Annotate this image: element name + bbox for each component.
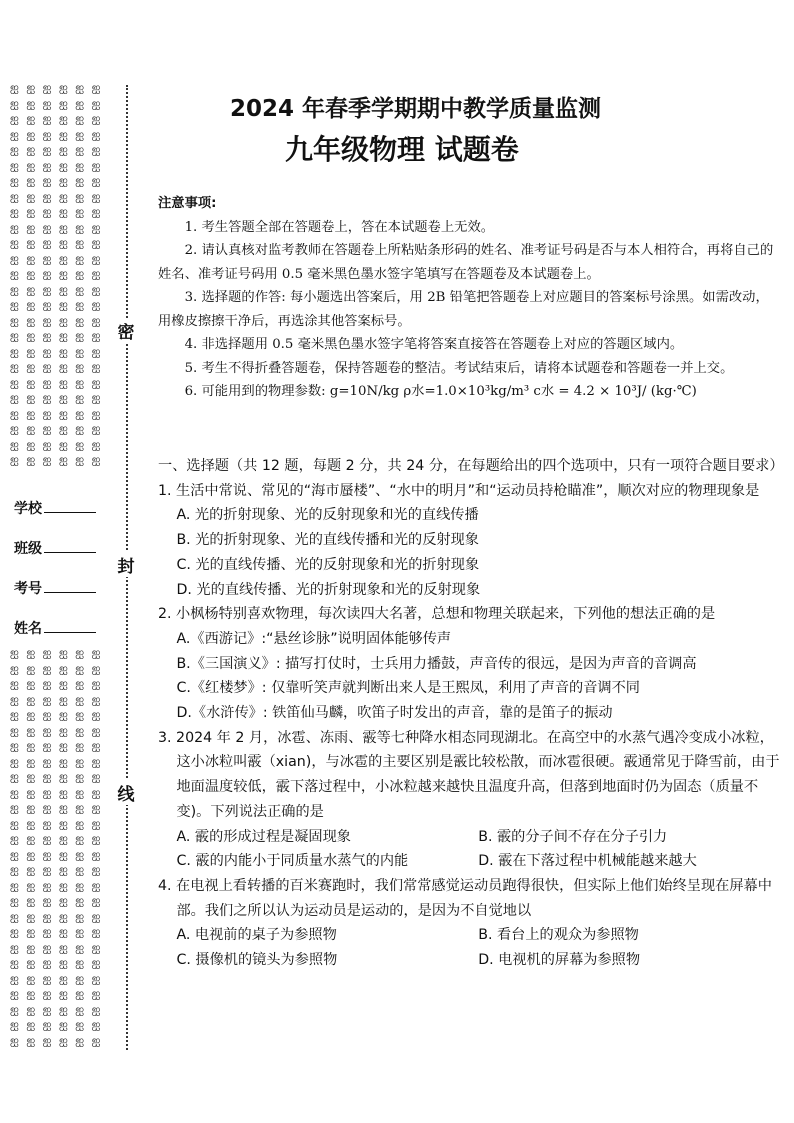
notice-item: 4. 非选择题用 0.5 毫米黑色墨水签字笔将答案直接答在答题卷上对应的答题区域内。 bbox=[184, 337, 684, 352]
section-heading: 一、选择题（共 12 题，每题 2 分，共 24 分，在每题给出的四个选项中，只有一项符合题目要求） bbox=[158, 458, 784, 474]
question-option: A. 霰的形成过程是凝固现象 bbox=[176, 828, 351, 845]
section-choice bbox=[158, 454, 784, 973]
notice-item: 1. 考生答题全部在答题卷上，答在本试题卷上无效。 bbox=[184, 219, 495, 235]
field-class-blank[interactable] bbox=[44, 540, 96, 553]
field-name bbox=[14, 618, 96, 638]
question-option: C. 摄像机的镜头为参照物 bbox=[176, 952, 338, 969]
field-school-blank[interactable] bbox=[44, 500, 96, 513]
field-class bbox=[14, 538, 96, 558]
question-option: B. 霰的分子间不存在分子引力 bbox=[478, 828, 668, 845]
notice-item: 5. 考生不得折叠答题卷，保持答题卷的整洁。考试结束后，请将本试题卷和答题卷一并上交。 bbox=[184, 360, 734, 376]
notice-block bbox=[158, 192, 778, 404]
question-stem: 3. 2024 年 2 月，冰雹、冻雨、霰等七种降水相态同现湖北。在高空中的水蒸气遇冷变成小冰粒，这小冰粒叫霰（xian)，与冰雹的主要区别是霰比较松散，而冰雹很硬。霰通常见于降雪前，由于地面温度较低，霰下落过程中，小冰粒越来越快且温度升高，但落到地面时仍为固态（质量不变)。下列说法正确的是 bbox=[158, 729, 780, 820]
question-option: A. 光的折射现象、光的反射现象和光的直线传播 bbox=[176, 507, 479, 524]
exam-title-line1: 2024 年春季学期期中教学质量监测 bbox=[230, 96, 602, 122]
question-stem: 2. 小枫杨特别喜欢物理，每次读四大名著，总想和物理关联起来，下列他的想法正确的是 bbox=[158, 606, 716, 623]
field-exam-number-blank[interactable] bbox=[44, 580, 96, 593]
exam-title-line2: 九年级物理 试题卷 bbox=[285, 133, 519, 166]
notice-item: 3. 选择题的作答: 每小题选出答案后，用 2B 铅笔把答题卷上对应题目的答案标号涂黑。如需改动，用橡皮擦擦干净后，再选涂其他答案标号。 bbox=[158, 290, 769, 329]
question-stem: 1. 生活中常说、常见的“海市蜃楼”、“水中的明月”和“运动员持枪瞄准”，顺次对应的物理现象是 bbox=[158, 482, 760, 499]
field-exam-number bbox=[14, 578, 96, 598]
question-option: B. 光的折射现象、光的直线传播和光的反射现象 bbox=[176, 532, 479, 549]
question-option: B. 看台上的观众为参照物 bbox=[478, 927, 639, 944]
question-option: D.《水浒传》: 铁笛仙马麟，吹笛子时发出的声音，靠的是笛子的振动 bbox=[176, 705, 613, 722]
margin-pattern-bottom: ஐ ஐ ஐ ஐ ஐ ஐ ஐ ஐ ஐ ஐ ஐ ஐ ஐ ஐ ஐ ஐ ஐ ஐ ஐ ஐ ஐ ஐ ஐ ஐ ஐ ஐ ஐ ஐ ஐ ஐ ஐ ஐ ஐ ஐ ஐ ஐ ஐ ஐ ஐ ஐ ஐ ஐ ஐ ஐ ஐ ஐ ஐ ஐ ஐ ஐ ஐ ஐ ஐ ஐ ஐ ஐ ஐ ஐ ஐ ஐ ஐ ஐ ஐ ஐ ஐ ஐ ஐ ஐ ஐ ஐ ஐ ஐ ஐ ஐ ஐ ஐ ஐ ஐ ஐ ஐ ஐ ஐ ஐ ஐ ஐ ஐ ஐ ஐ ஐ ஐ ஐ ஐ ஐ ஐ ஐ ஐ ஐ ஐ ஐ ஐ ஐ ஐ ஐ ஐ ஐ ஐ ஐ ஐ ஐ ஐ ஐ ஐ ஐ ஐ ஐ ஐ ஐ ஐ ஐ ஐ ஐ ஐ ஐ ஐ ஐ ஐ ஐ ஐ ஐ ஐ ஐ ஐ ஐ ஐ ஐ ஐ ஐ ஐ ஐ ஐ ஐ ஐ ஐ ஐ ஐ ஐ ஐ ஐ ஐ ஐ ஐ ஐ ஐ ஐ ஐ ஐ bbox=[10, 646, 103, 1047]
question-option: C. 霰的内能小于同质量水蒸气的内能 bbox=[176, 853, 409, 870]
question-option: D. 电视机的屏幕为参照物 bbox=[478, 952, 641, 969]
option-row bbox=[158, 849, 780, 874]
question-stem: 4. 在电视上看转播的百米赛跑时，我们常常感觉运动员跑得很快，但实际上他们始终呈现在屏幕中部。我们之所以认为运动员是运动的，是因为不自觉地以 bbox=[158, 877, 772, 919]
field-name-label: 姓名 bbox=[14, 621, 42, 637]
field-school bbox=[14, 498, 96, 518]
question-option: B.《三国演义》: 描写打仗时，士兵用力播鼓，声音传的很远，是因为声音的音调高 bbox=[176, 655, 697, 672]
field-class-label: 班级 bbox=[14, 541, 42, 557]
field-name-blank[interactable] bbox=[44, 620, 96, 633]
option-row bbox=[158, 948, 780, 973]
question-option: D. 光的直线传播、光的折射现象和光的反射现象 bbox=[176, 581, 481, 598]
field-school-label: 学校 bbox=[14, 501, 42, 517]
question-option: A. 电视前的桌子为参照物 bbox=[176, 927, 337, 944]
field-exam-number-label: 考号 bbox=[14, 581, 42, 597]
margin-pattern-top: ஐ ஐ ஐ ஐ ஐ ஐ ஐ ஐ ஐ ஐ ஐ ஐ ஐ ஐ ஐ ஐ ஐ ஐ ஐ ஐ ஐ ஐ ஐ ஐ ஐ ஐ ஐ ஐ ஐ ஐ ஐ ஐ ஐ ஐ ஐ ஐ ஐ ஐ ஐ ஐ ஐ ஐ ஐ ஐ ஐ ஐ ஐ ஐ ஐ ஐ ஐ ஐ ஐ ஐ ஐ ஐ ஐ ஐ ஐ ஐ ஐ ஐ ஐ ஐ ஐ ஐ ஐ ஐ ஐ ஐ ஐ ஐ ஐ ஐ ஐ ஐ ஐ ஐ ஐ ஐ ஐ ஐ ஐ ஐ ஐ ஐ ஐ ஐ ஐ ஐ ஐ ஐ ஐ ஐ ஐ ஐ ஐ ஐ ஐ ஐ ஐ ஐ ஐ ஐ ஐ ஐ ஐ ஐ ஐ ஐ ஐ ஐ ஐ ஐ ஐ ஐ ஐ ஐ ஐ ஐ ஐ ஐ ஐ ஐ ஐ ஐ ஐ ஐ ஐ ஐ ஐ ஐ ஐ ஐ ஐ ஐ ஐ ஐ ஐ ஐ ஐ ஐ ஐ ஐ ஐ ஐ ஐ ஐ ஐ ஐ bbox=[10, 81, 103, 466]
option-row bbox=[158, 825, 780, 850]
seal-char-mi: 密 bbox=[114, 318, 138, 343]
notice-item: 2. 请认真核对监考教师在答题卷上所粘贴条形码的姓名、准考证号码是否与本人相符合，再将自己的姓名、准考证号码用 0.5 毫米黑色墨水签字笔填写在答题卷及本试题卷上。 bbox=[158, 243, 774, 282]
question-option: C. 光的直线传播、光的反射现象和光的折射现象 bbox=[176, 556, 480, 573]
seal-char-feng: 封 bbox=[114, 552, 138, 577]
notice-heading: 注意事项: bbox=[158, 196, 217, 211]
question-option: C.《红楼梦》: 仅靠听笑声就判断出来人是王熙凤，利用了声音的音调不同 bbox=[176, 680, 640, 697]
seal-char-xian: 线 bbox=[114, 780, 138, 805]
option-row bbox=[158, 923, 780, 948]
notice-item: 6. 可能用到的物理参数: g=10N/kg ρ水=1.0×10³kg/m³ c水 = 4.2 × 10³J/ (kg·℃) bbox=[184, 384, 697, 399]
question-option: D. 霰在下落过程中机械能越来越大 bbox=[478, 853, 697, 870]
question-option: A.《西游记》:“悬丝诊脉”说明固体能够传声 bbox=[176, 630, 452, 647]
